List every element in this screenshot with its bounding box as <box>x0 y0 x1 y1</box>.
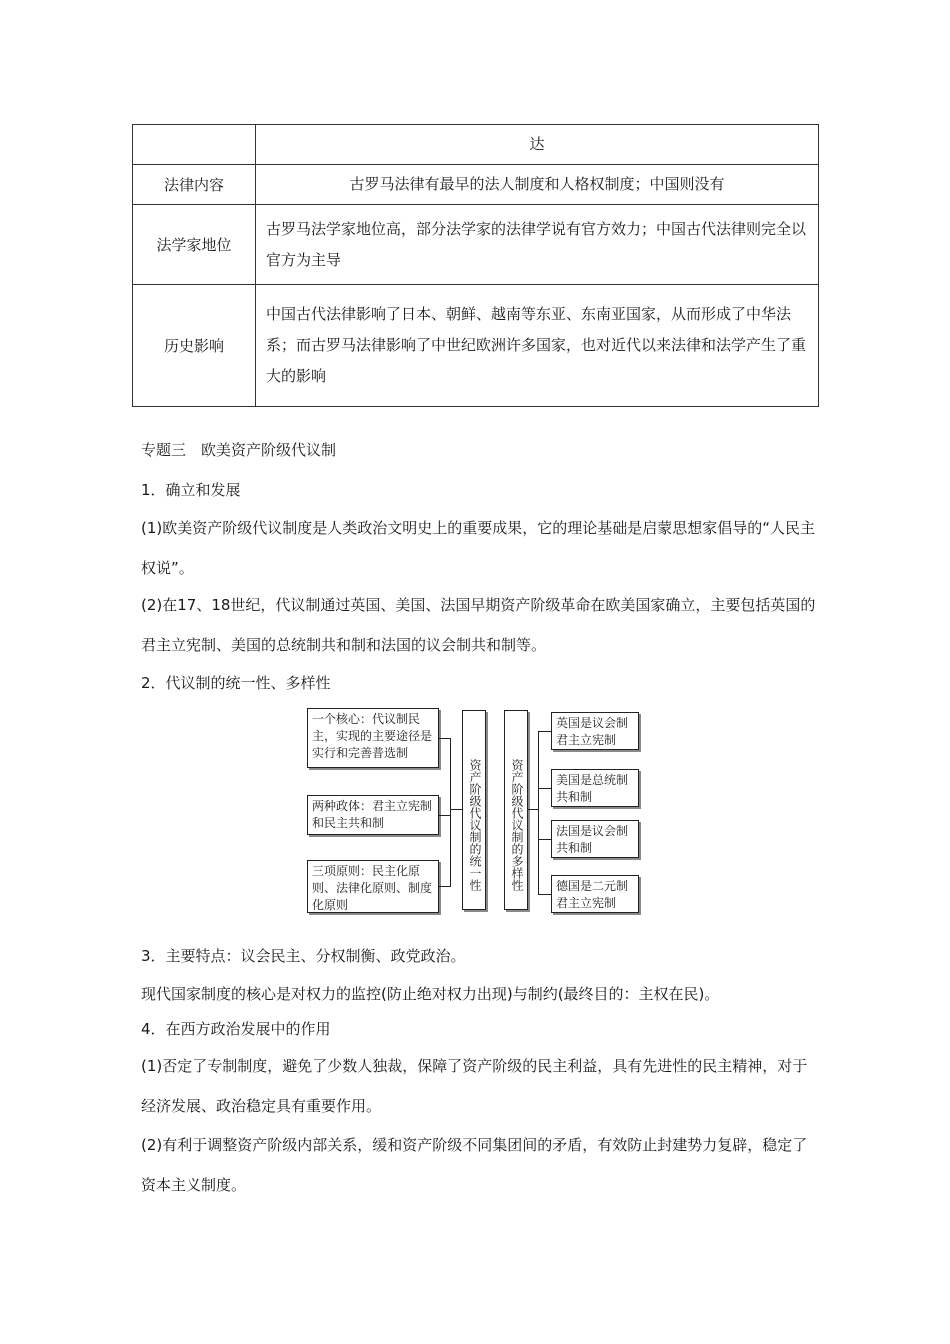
table-content-cell: 古罗马法学家地位高，部分法学家的法律学说有官方效力；中国古代法律则完全以官方为主导 <box>256 205 819 285</box>
connector-line <box>538 731 551 732</box>
diagram-right-box: 法国是议会制共和制 <box>551 820 639 858</box>
diagram-left-box: 一个核心：代议制民主，实现的主要途径是实行和完善普选制 <box>307 708 439 768</box>
paragraph-5: (2)有利于调整资产阶级内部关系，缓和资产阶级不同集团间的矛盾，有效防止封建势力复辟，稳定了资本主义制度。 <box>141 1136 808 1194</box>
table-content-cell: 达 <box>256 125 819 165</box>
table-row <box>133 165 819 205</box>
unity-box: 资产阶级代议制的统一性 <box>462 710 486 910</box>
heading-2: 2．代议制的统一性、多样性 <box>141 674 331 692</box>
connector-line <box>450 809 462 810</box>
comparison-table <box>132 124 819 407</box>
diagram-right-box: 英国是议会制君主立宪制 <box>551 712 639 750</box>
heading-4: 4．在西方政治发展中的作用 <box>141 1020 331 1038</box>
diagram-right-box: 美国是总统制共和制 <box>551 769 639 807</box>
table-content-cell: 古罗马法律有最早的法人制度和人格权制度；中国则没有 <box>256 165 819 205</box>
connector-line <box>450 738 451 887</box>
table-label-cell <box>133 125 256 165</box>
table-content-cell: 中国古代法律影响了日本、朝鲜、越南等东亚、东南亚国家，从而形成了中华法系；而古罗马法律影响了中世纪欧洲许多国家，也对近代以来法律和法学产生了重大的影响 <box>256 285 819 407</box>
connector-line <box>538 894 551 895</box>
connector-line <box>538 788 551 789</box>
diagram-left-box: 两种政体：君主立宪制和民主共和制 <box>307 795 439 835</box>
paragraph-1: (1)欧美资产阶级代议制度是人类政治文明史上的重要成果，它的理论基础是启蒙思想家倡导的“人民主权说”。 <box>141 519 816 577</box>
connector-line <box>439 738 450 739</box>
connector-line <box>439 815 450 816</box>
heading-3: 3．主要特点：议会民主、分权制衡、政党政治。 <box>141 947 466 965</box>
diversity-box: 资产阶级代议制的多样性 <box>504 710 528 910</box>
representative-system-diagram <box>305 704 645 916</box>
diagram-left-box: 三项原则：民主化原则、法律化原则、制度化原则 <box>307 860 439 913</box>
table-row <box>133 205 819 285</box>
table-label-cell: 法律内容 <box>133 165 256 205</box>
connector-line <box>538 731 539 894</box>
table-row <box>133 285 819 407</box>
table-row <box>133 125 819 165</box>
paragraph-3: 现代国家制度的核心是对权力的监控(防止绝对权力出现)与制约(最终目的：主权在民)。 <box>141 985 720 1003</box>
section-title: 专题三 欧美资产阶级代议制 <box>141 441 337 459</box>
connector-line <box>439 886 450 887</box>
table-label-cell: 历史影响 <box>133 285 256 407</box>
diagram-right-box: 德国是二元制君主立宪制 <box>551 875 639 913</box>
paragraph-4: (1)否定了专制制度，避免了少数人独裁，保障了资产阶级的民主利益，具有先进性的民主精神，对于经济发展、政治稳定具有重要作用。 <box>141 1057 808 1115</box>
connector-line <box>528 809 538 810</box>
heading-1: 1．确立和发展 <box>141 481 241 499</box>
connector-line <box>538 839 551 840</box>
table-label-cell: 法学家地位 <box>133 205 256 285</box>
paragraph-2: (2)在17、18世纪，代议制通过英国、美国、法国早期资产阶级革命在欧美国家确立，主要包括英国的君主立宪制、美国的总统制共和制和法国的议会制共和制等。 <box>141 596 816 654</box>
